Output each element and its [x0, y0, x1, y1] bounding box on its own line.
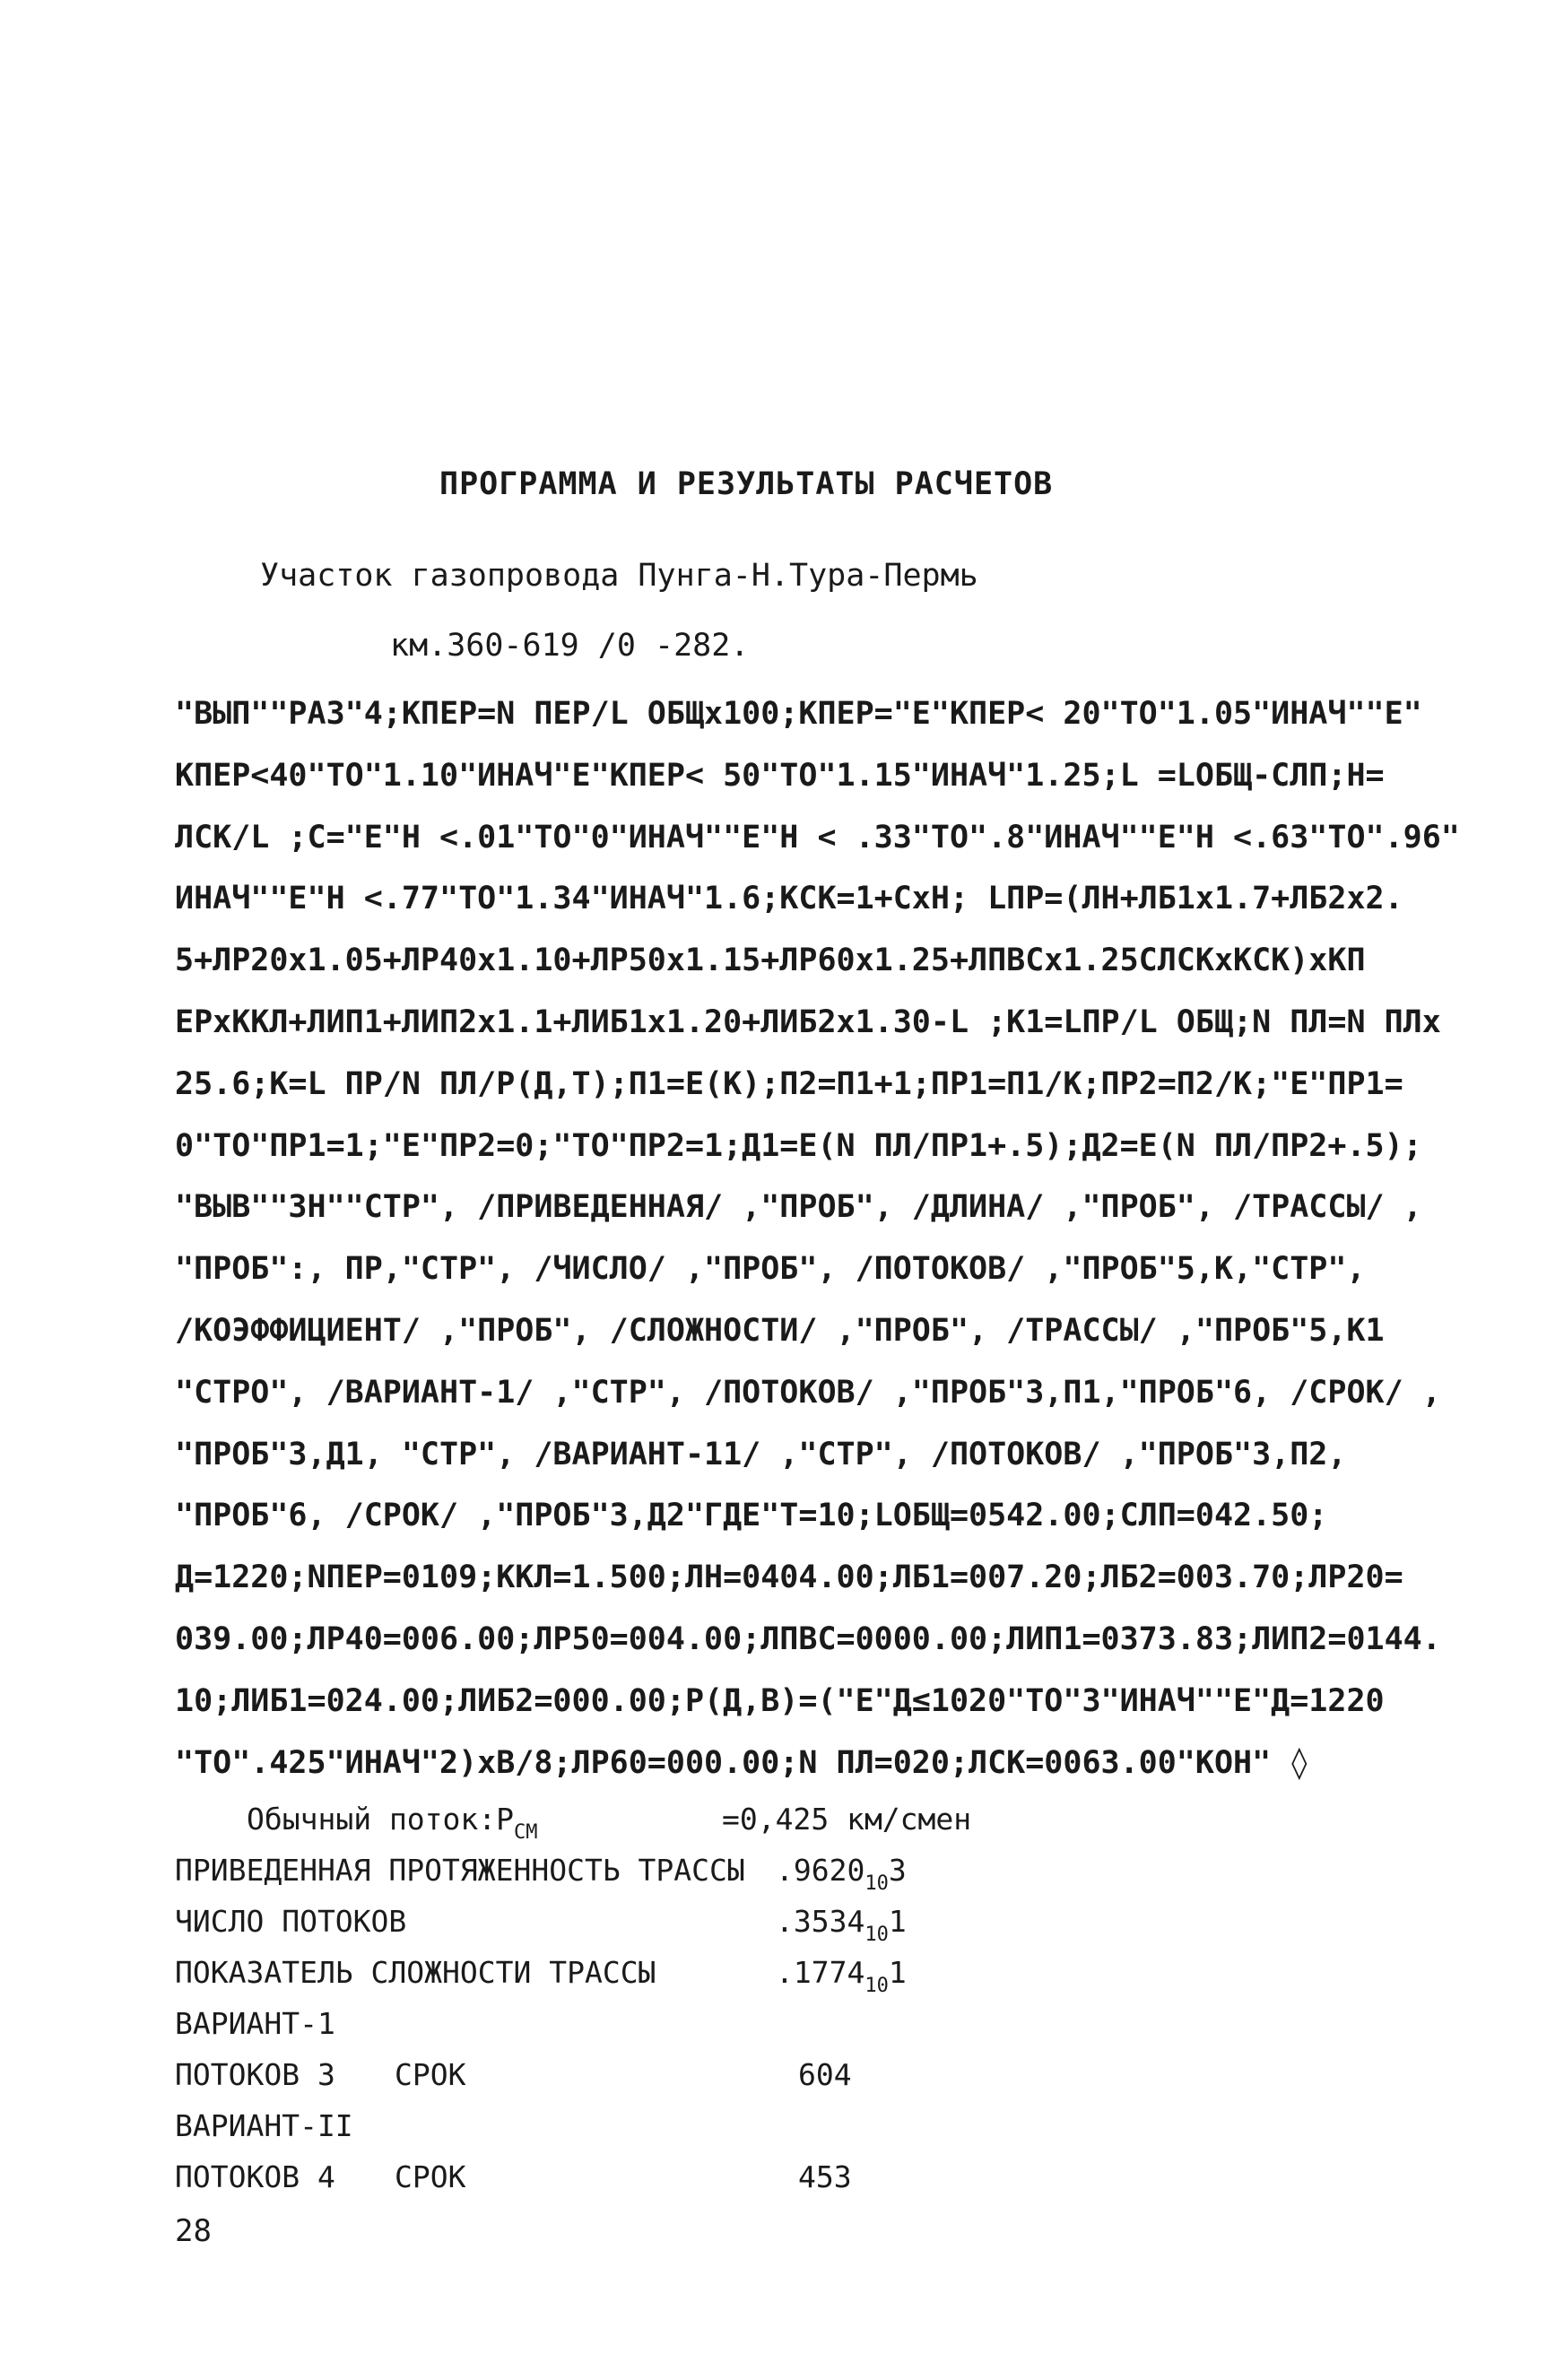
- length-row: [175, 1845, 1161, 1896]
- variant2-title: ВАРИАНТ-II: [175, 2108, 353, 2143]
- section-subtitle: км.360-619 /0 -282.: [390, 628, 750, 664]
- variant2-term-label: СРОК: [395, 2159, 466, 2194]
- complexity-row: [175, 1947, 1161, 1998]
- variant1-flows: ПОТОКОВ 3: [175, 2057, 335, 2092]
- variant2-row: [175, 2151, 1161, 2202]
- results-block: [175, 1794, 1161, 2202]
- program-line: ЕРхККЛ+ЛИП1+ЛИП2х1.1+ЛИБ1х1.20+ЛИБ2х1.30-L ;К1=LПР/L ОБЩ;N ПЛ=N ПЛх: [175, 1003, 1441, 1040]
- variant1-row: [175, 2049, 1161, 2100]
- program-line: 5+ЛР20х1.05+ЛР40х1.10+ЛР50х1.15+ЛР60х1.25+ЛПВСх1.25СЛСКхКСК)хКП: [175, 942, 1366, 979]
- program-line: ИНАЧ""Е"Н <.77"ТО"1.34"ИНАЧ"1.6;КСК=1+СхН; LПР=(ЛН+ЛБ1х1.7+ЛБ2х2.: [175, 881, 1403, 917]
- program-line: /КОЭФФИЦИЕНТ/ ,"ПРОБ", /СЛОЖНОСТИ/ ,"ПРОБ", /ТРАССЫ/ ,"ПРОБ"5,К1: [175, 1312, 1385, 1349]
- program-line: 039.00;ЛР40=006.00;ЛР50=004.00;ЛПВС=0000.00;ЛИП1=0373.83;ЛИП2=0144.: [175, 1620, 1441, 1657]
- variant2-flows: ПОТОКОВ 4: [175, 2159, 335, 2194]
- flow-row: [175, 1794, 1161, 1845]
- page-heading: ПРОГРАММА И РЕЗУЛЬТАТЫ РАСЧЕТОВ: [439, 466, 1054, 502]
- complexity-value: $.1774_{10}1$: [776, 1955, 907, 1997]
- variant2-term-value: 453: [798, 2159, 852, 2194]
- count-label: ЧИСЛО ПОТОКОВ: [175, 1904, 407, 1939]
- program-line: 10;ЛИБ1=024.00;ЛИБ2=000.00;Р(Д,В)=("Е"Д≤1020"ТО"3"ИНАЧ""Е"Д=1220: [175, 1682, 1385, 1719]
- section-title: Участок газопровода Пунга-Н.Тура-Пермь: [260, 558, 978, 594]
- flow-sub: СМ: [514, 1821, 538, 1844]
- count-value: $.3534_{10}1$: [776, 1904, 907, 1946]
- program-line: "ВЫП""РАЗ"4;КПЕР=N ПЕР/L ОБЩх100;КПЕР="Е"КПЕР< 20"ТО"1.05"ИНАЧ""Е": [175, 696, 1422, 732]
- length-label: ПРИВЕДЕННАЯ ПРОТЯЖЕННОСТЬ ТРАССЫ: [175, 1853, 745, 1888]
- flow-value: =0,425 км/смен: [722, 1802, 972, 1837]
- program-line: "ТО".425"ИНАЧ"2)хВ/8;ЛР60=000.00;N ПЛ=020;ЛСК=0063.00"КОН" ◊: [175, 1744, 1309, 1781]
- program-line: КПЕР<40"ТО"1.10"ИНАЧ"Е"КПЕР< 50"ТО"1.15"ИНАЧ"1.25;L =LОБЩ-СЛП;Н=: [175, 757, 1385, 794]
- program-line: "СТРО", /ВАРИАНТ-1/ ,"СТР", /ПОТОКОВ/ ,"ПРОБ"3,П1,"ПРОБ"6, /СРОК/ ,: [175, 1374, 1441, 1411]
- complexity-label: ПОКАЗАТЕЛЬ СЛОЖНОСТИ ТРАССЫ: [175, 1955, 656, 1990]
- program-line: "ВЫВ""ЗН""СТР", /ПРИВЕДЕННАЯ/ ,"ПРОБ", /ДЛИНА/ ,"ПРОБ", /ТРАССЫ/ ,: [175, 1189, 1422, 1226]
- program-line: ЛСК/L ;С="Е"Н <.01"ТО"0"ИНАЧ""Е"Н < .33"ТО".8"ИНАЧ""Е"Н <.63"ТО".96": [175, 819, 1460, 856]
- count-row: [175, 1896, 1161, 1947]
- program-line: "ПРОБ"6, /СРОК/ ,"ПРОБ"3,Д2"ГДЕ"Т=10;LОБЩ=0542.00;СЛП=042.50;: [175, 1498, 1328, 1534]
- program-line: "ПРОБ"3,Д1, "СТР", /ВАРИАНТ-11/ ,"СТР", /ПОТОКОВ/ ,"ПРОБ"3,П2,: [175, 1436, 1347, 1472]
- flow-label: Обычный $поток:Р_{СМ}$: [247, 1802, 538, 1844]
- program-line: "ПРОБ":, ПР,"СТР", /ЧИСЛО/ ,"ПРОБ", /ПОТОКОВ/ ,"ПРОБ"5,К,"СТР",: [175, 1251, 1366, 1288]
- length-value: $.9620_{10}3$: [776, 1853, 907, 1895]
- variant1-title: ВАРИАНТ-1: [175, 2006, 335, 2041]
- variant1-term-label: СРОК: [395, 2057, 466, 2092]
- program-line: 25.6;К=L ПР/N ПЛ/Р(Д,Т);П1=Е(К);П2=П1+1;ПР1=П1/К;ПР2=П2/К;"Е"ПР1=: [175, 1065, 1403, 1102]
- variant1-term-value: 604: [798, 2057, 852, 2092]
- program-line: Д=1220;NПЕР=0109;ККЛ=1.500;ЛН=0404.00;ЛБ1=007.20;ЛБ2=003.70;ЛР20=: [175, 1559, 1403, 1596]
- program-listing: [175, 683, 1460, 1794]
- page-number: 28: [175, 2213, 212, 2249]
- program-line: 0"ТО"ПР1=1;"Е"ПР2=0;"ТО"ПР2=1;Д1=Е(N ПЛ/ПР1+.5);Д2=Е(N ПЛ/ПР2+.5);: [175, 1127, 1422, 1164]
